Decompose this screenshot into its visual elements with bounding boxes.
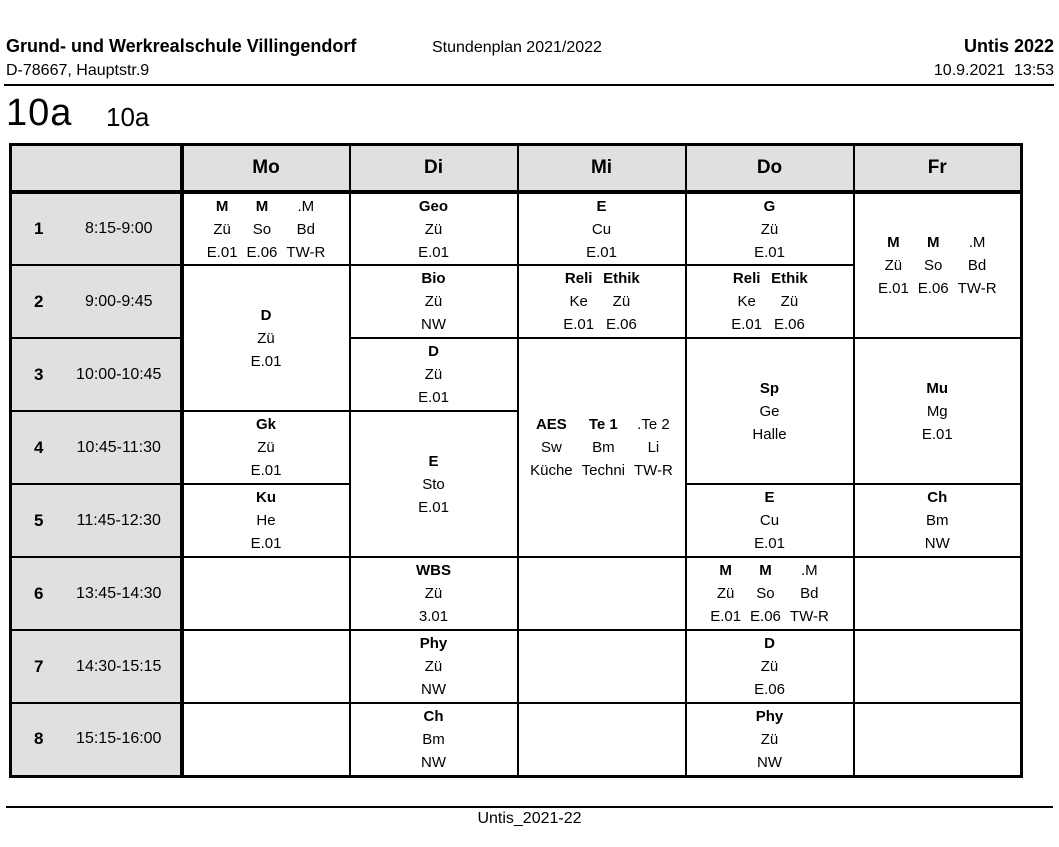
lesson-group	[878, 231, 909, 300]
lesson-group	[582, 413, 625, 482]
lesson-teacher: Zü	[424, 293, 443, 310]
lesson-teacher: Zü	[424, 366, 443, 383]
lesson-subject: M	[926, 234, 940, 251]
period-time: 14:30-15:15	[76, 657, 162, 675]
lesson-group	[958, 231, 997, 300]
period-row-3	[11, 338, 1022, 411]
period-time: 8:15-9:00	[84, 220, 153, 237]
lesson-room: E.01	[563, 316, 595, 333]
lesson-cell	[350, 703, 518, 776]
lesson-cell	[686, 338, 854, 484]
lesson-subject: D	[428, 343, 439, 360]
lesson-subject: Mu	[926, 379, 949, 397]
footer-divider	[6, 806, 1053, 808]
lesson-cell	[350, 411, 518, 557]
lesson-teacher: Bm	[422, 730, 445, 748]
period-number: 6	[34, 583, 44, 603]
lesson-cell	[182, 411, 350, 484]
lesson-group	[251, 413, 282, 482]
lesson-group	[418, 340, 449, 409]
lesson-group	[754, 632, 785, 701]
lesson-room: E.01	[250, 462, 282, 479]
lesson-teacher: Li	[647, 439, 660, 456]
lesson-cell	[686, 484, 854, 557]
lesson-subject: Ch	[423, 707, 444, 725]
lesson-room: TW-R	[789, 608, 829, 625]
lesson-room: Techni	[581, 462, 625, 479]
lesson-subject: .M	[801, 562, 818, 579]
lesson-group	[207, 195, 238, 264]
lesson-group	[756, 705, 784, 774]
lesson-subject: M	[719, 562, 732, 579]
lesson-cell	[854, 192, 1022, 338]
lesson-room: E.06	[605, 316, 637, 333]
lesson-cell	[350, 557, 518, 630]
lesson-teacher: So	[924, 257, 943, 274]
lesson-subject: E	[764, 489, 775, 506]
lesson-cell	[686, 265, 854, 338]
lesson-room: Küche	[530, 462, 573, 479]
lesson-subject: D	[764, 635, 775, 652]
lesson-room: E.01	[731, 316, 763, 333]
lesson-room: E.01	[418, 498, 449, 516]
lesson-cell	[854, 338, 1022, 484]
lesson-cell	[350, 265, 518, 338]
lesson-subject: Ch	[927, 489, 948, 506]
lesson-teacher: Zü	[424, 585, 443, 602]
lesson-room: Halle	[752, 425, 787, 443]
lesson-cell	[350, 192, 518, 265]
lesson-room: E.06	[750, 608, 781, 625]
lesson-subject: E	[596, 197, 607, 215]
lesson-subject: Ethik	[603, 270, 640, 287]
lesson-group	[251, 304, 282, 373]
lesson-group	[752, 377, 786, 446]
period-time: 10:00-10:45	[76, 365, 162, 383]
lesson-subject: E	[428, 452, 439, 470]
lesson-room: E.01	[206, 243, 238, 261]
lesson-room: E.01	[250, 352, 282, 370]
empty-cell	[182, 557, 350, 630]
lesson-group	[286, 195, 325, 264]
lesson-group	[421, 267, 446, 336]
lesson-group	[420, 632, 448, 701]
lesson-subject: .M	[297, 197, 315, 215]
day-header-do: Do	[686, 145, 854, 193]
lesson-room: E.01	[418, 243, 449, 261]
period-time: 9:00-9:45	[84, 292, 153, 310]
period-row-6	[11, 557, 1022, 630]
lesson-room: E.01	[250, 535, 282, 552]
corner-cell	[11, 145, 182, 193]
lesson-group	[418, 195, 449, 264]
period-label-4	[11, 411, 182, 484]
period-time: 10:45-11:30	[76, 438, 161, 456]
lesson-group	[418, 450, 449, 519]
lesson-cell	[350, 338, 518, 411]
lesson-teacher: Ke	[737, 293, 756, 310]
lesson-cell	[854, 484, 1022, 557]
lesson-teacher: Zü	[612, 293, 631, 310]
lesson-subject: M	[759, 562, 772, 579]
class-name-short: 10a	[6, 92, 73, 134]
lesson-teacher: Bd	[800, 585, 819, 602]
lesson-teacher: Sto	[422, 475, 445, 493]
lesson-subject: Geo	[418, 197, 449, 215]
lesson-room: TW-R	[634, 462, 673, 479]
lesson-teacher: Zü	[257, 439, 275, 456]
lesson-subject: Reli	[732, 270, 761, 287]
lesson-room: E.06	[917, 280, 949, 297]
lesson-teacher: Zü	[760, 730, 779, 748]
lesson-teacher: Zü	[424, 220, 443, 238]
period-label-5	[11, 484, 182, 557]
footer-filename: Untis_2021-22	[477, 810, 582, 827]
period-label-2	[11, 265, 182, 338]
period-number: 4	[34, 437, 44, 457]
lesson-teacher: So	[252, 220, 272, 238]
lesson-subject: .Te 2	[637, 416, 670, 433]
lesson-group	[247, 195, 278, 264]
lesson-group	[754, 486, 785, 555]
period-time: 11:45-12:30	[76, 511, 161, 529]
lesson-room: E.06	[246, 243, 278, 261]
timetable	[9, 143, 1023, 778]
lesson-subject: M	[255, 197, 269, 215]
lesson-room: E.01	[586, 243, 617, 261]
app-version: Untis 2022	[963, 36, 1054, 56]
lesson-subject: Sp	[759, 379, 780, 397]
day-header-row	[11, 145, 1022, 193]
lesson-teacher: Zü	[760, 220, 779, 238]
period-label-1	[11, 192, 182, 265]
lesson-teacher: Zü	[257, 329, 275, 347]
lesson-cell	[518, 192, 686, 265]
period-number: 1	[34, 219, 44, 238]
lesson-teacher: Zü	[884, 257, 903, 274]
lesson-subject: Ku	[255, 489, 276, 506]
day-header-mo: Mo	[182, 145, 350, 193]
day-header-fr: Fr	[854, 145, 1022, 193]
lesson-cell	[182, 265, 350, 411]
lesson-room: E.01	[754, 535, 785, 552]
lesson-room: E.06	[754, 681, 785, 698]
lesson-subject: Phy	[755, 707, 784, 725]
lesson-group	[731, 267, 762, 336]
empty-cell	[854, 630, 1022, 703]
lesson-group	[790, 559, 829, 628]
lesson-cell	[350, 630, 518, 703]
lesson-subject: Gk	[255, 416, 276, 433]
lesson-group	[251, 486, 282, 555]
lesson-subject: M	[215, 197, 229, 215]
lesson-group	[918, 231, 949, 300]
lesson-subject: M	[887, 234, 900, 251]
lesson-teacher: Ke	[569, 293, 588, 310]
period-time: 15:15-16:00	[76, 730, 162, 748]
period-label-7	[11, 630, 182, 703]
lesson-group	[416, 559, 451, 628]
lesson-teacher: So	[756, 585, 775, 602]
empty-cell	[518, 557, 686, 630]
lesson-teacher: Cu	[591, 220, 612, 238]
lesson-subject: G	[763, 197, 776, 215]
lesson-teacher: Sw	[540, 439, 562, 456]
lesson-teacher: Bm	[592, 439, 615, 456]
day-header-mi: Mi	[518, 145, 686, 193]
lesson-group	[634, 413, 673, 482]
lesson-group	[710, 559, 741, 628]
school-name: Grund- und Werkrealschule Villingendorf	[6, 36, 357, 56]
lesson-room: NW	[421, 753, 446, 771]
empty-cell	[182, 630, 350, 703]
empty-cell	[518, 630, 686, 703]
lesson-group	[925, 486, 950, 555]
lesson-subject: AES	[535, 416, 567, 433]
lesson-room: NW	[421, 316, 446, 333]
lesson-room: NW	[756, 753, 782, 771]
period-row-8	[11, 703, 1022, 776]
period-row-1	[11, 192, 1022, 265]
lesson-teacher: Bm	[926, 512, 949, 529]
lesson-group	[563, 267, 594, 336]
class-name-long: 10a	[106, 102, 150, 132]
lesson-subject: Ethik	[771, 270, 808, 287]
period-number: 8	[34, 729, 44, 749]
lesson-room: E.01	[710, 608, 742, 625]
day-header-di: Di	[350, 145, 518, 193]
lesson-room: NW	[420, 681, 446, 698]
lesson-subject: Phy	[419, 635, 448, 652]
lesson-room: E.01	[754, 243, 785, 261]
lesson-cell	[518, 265, 686, 338]
lesson-teacher: Zü	[213, 220, 231, 238]
lesson-room: NW	[924, 535, 950, 552]
period-row-7	[11, 630, 1022, 703]
lesson-subject: D	[260, 306, 272, 324]
lesson-cell	[686, 192, 854, 265]
lesson-teacher: Zü	[424, 658, 443, 675]
lesson-group	[922, 377, 953, 446]
lesson-subject: Reli	[564, 270, 593, 287]
lesson-subject: .M	[968, 234, 986, 251]
period-label-8	[11, 703, 182, 776]
lesson-teacher: Zü	[780, 293, 799, 310]
empty-cell	[518, 703, 686, 776]
header-divider	[4, 84, 1054, 86]
period-label-6	[11, 557, 182, 630]
period-number: 2	[34, 291, 44, 311]
lesson-subject: WBS	[416, 562, 451, 579]
period-number: 3	[34, 364, 44, 384]
lesson-cell	[686, 557, 854, 630]
lesson-group	[750, 559, 781, 628]
lesson-teacher: Bd	[296, 220, 316, 238]
period-number: 5	[34, 510, 44, 530]
lesson-group	[530, 413, 573, 482]
empty-cell	[182, 703, 350, 776]
lesson-group	[771, 267, 808, 336]
plan-title: Stundenplan 2021/2022	[432, 39, 602, 56]
lesson-room: TW-R	[957, 280, 997, 297]
lesson-room: E.01	[418, 389, 449, 406]
school-address: D-78667, Hauptstr.9	[6, 62, 150, 79]
lesson-teacher: Bd	[967, 257, 987, 274]
lesson-teacher: Ge	[759, 402, 780, 420]
lesson-teacher: Cu	[759, 512, 780, 529]
lesson-group	[754, 195, 785, 264]
lesson-room: 3.01	[418, 608, 449, 625]
lesson-cell	[518, 338, 686, 557]
lesson-teacher: He	[256, 512, 276, 529]
lesson-subject: Bio	[421, 270, 446, 287]
print-datetime: 10.9.2021 13:53	[933, 62, 1054, 79]
lesson-room: TW-R	[286, 243, 326, 261]
period-time: 13:45-14:30	[76, 584, 162, 602]
lesson-group	[421, 705, 446, 774]
lesson-room: E.06	[773, 316, 805, 333]
lesson-subject: Te 1	[588, 416, 618, 433]
lesson-group	[586, 195, 617, 264]
lesson-cell	[686, 703, 854, 776]
lesson-room: E.01	[921, 425, 953, 443]
lesson-teacher: Zü	[716, 585, 735, 602]
period-number: 7	[34, 656, 44, 676]
lesson-teacher: Zü	[760, 658, 779, 675]
lesson-cell	[686, 630, 854, 703]
lesson-group	[603, 267, 640, 336]
lesson-cell	[182, 484, 350, 557]
empty-cell	[854, 557, 1022, 630]
lesson-teacher: Mg	[926, 402, 948, 420]
empty-cell	[854, 703, 1022, 776]
lesson-room: E.01	[877, 280, 909, 297]
period-label-3	[11, 338, 182, 411]
lesson-cell	[182, 192, 350, 265]
